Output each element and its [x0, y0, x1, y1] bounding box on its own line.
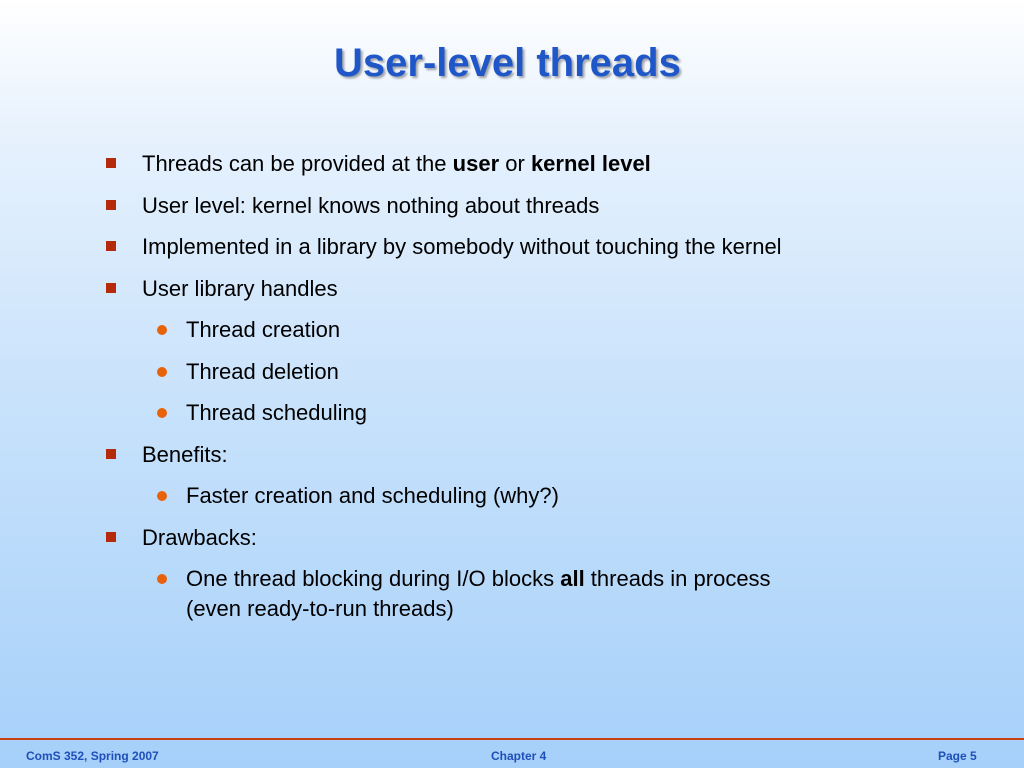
sub-bullet-item: Thread creation: [186, 315, 340, 345]
bullet-item: Benefits:: [142, 440, 228, 470]
bold-text: user: [452, 151, 500, 176]
footer-chapter: Chapter 4: [491, 749, 547, 763]
bullet-item: Drawbacks:: [142, 523, 257, 553]
round-bullet-icon: [157, 574, 167, 584]
square-bullet-icon: [106, 200, 116, 210]
bullet-item: User level: kernel knows nothing about threads: [142, 191, 599, 221]
slide-title: User-level threads: [334, 41, 681, 85]
footer-course: ComS 352, Spring 2007: [26, 749, 159, 763]
bold-text: all: [560, 566, 585, 591]
square-bullet-icon: [106, 241, 116, 251]
bullet-continuation: (even ready-to-run threads): [186, 596, 454, 621]
round-bullet-icon: [157, 325, 167, 335]
bullet-item: User library handles: [142, 274, 338, 304]
round-bullet-icon: [157, 367, 167, 377]
sub-bullet-item: Thread scheduling: [186, 398, 367, 428]
footer-page-number: Page 5: [938, 749, 977, 763]
square-bullet-icon: [106, 283, 116, 293]
square-bullet-icon: [106, 532, 116, 542]
bullet-item: Implemented in a library by somebody without touching the kernel: [142, 232, 782, 262]
sub-bullet-item: One thread blocking during I/O blocks all threads in process (even ready-to-run threads): [186, 564, 771, 624]
sub-bullet-item: Thread deletion: [186, 357, 339, 387]
sub-bullet-item: Faster creation and scheduling (why?): [186, 481, 559, 511]
square-bullet-icon: [106, 158, 116, 168]
bullet-item: Threads can be provided at the user or kernel level: [142, 149, 651, 179]
footer: [0, 738, 1024, 768]
bold-text: kernel level: [530, 151, 651, 176]
square-bullet-icon: [106, 449, 116, 459]
round-bullet-icon: [157, 491, 167, 501]
round-bullet-icon: [157, 408, 167, 418]
